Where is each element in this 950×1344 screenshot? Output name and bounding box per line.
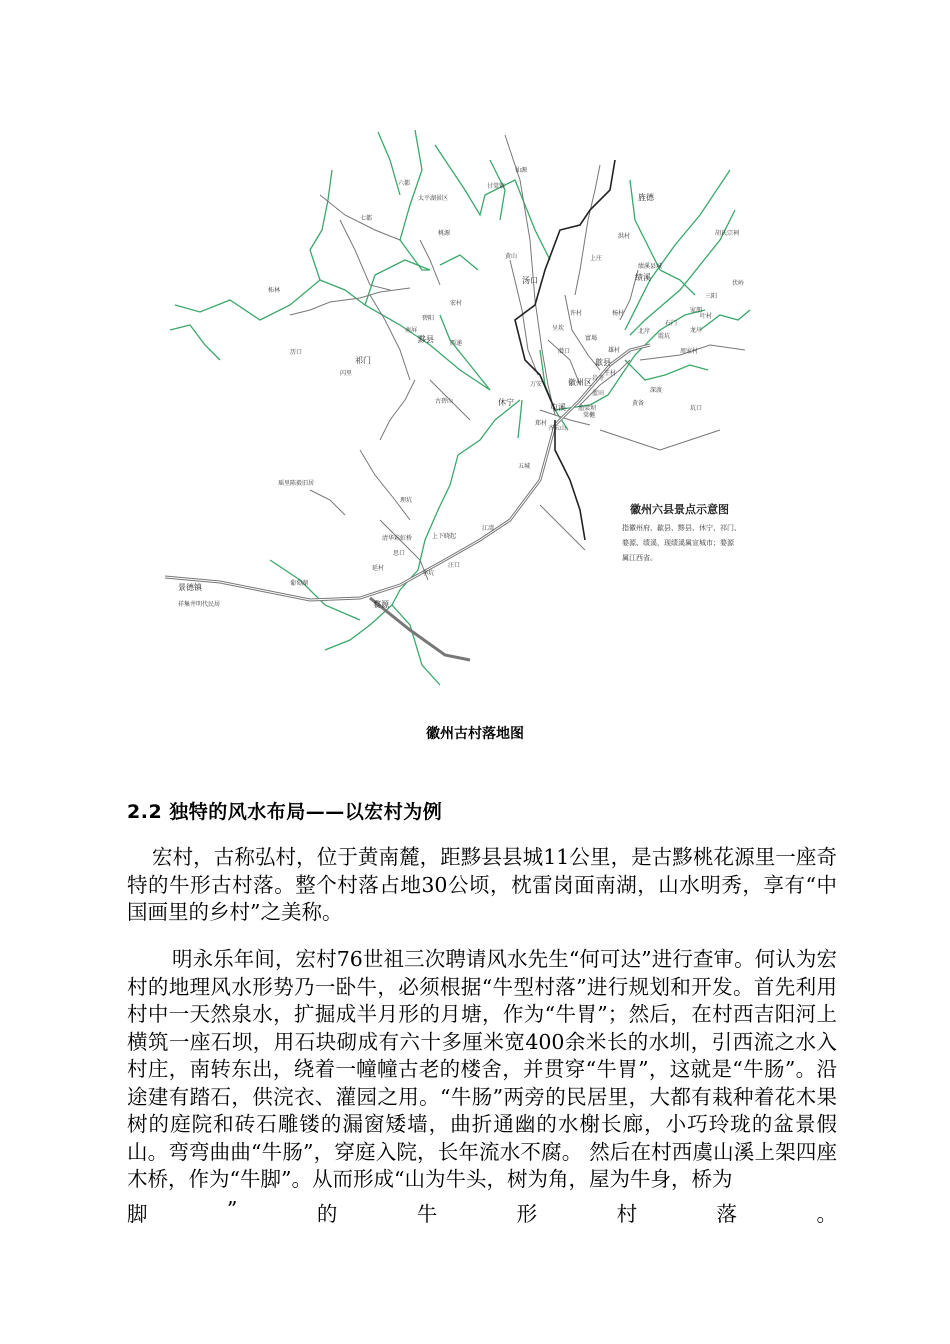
place-9: 宏村 xyxy=(450,300,463,307)
city-shexian: 歙县 xyxy=(595,358,611,367)
last-line-char: 落 xyxy=(716,1202,738,1226)
place-56: 绩溪县城 xyxy=(638,263,663,270)
section-heading: 2.2 独特的风水布局——以宏村为例 xyxy=(127,801,443,823)
place-34: 万安 xyxy=(530,381,543,388)
place-39: 富堨 xyxy=(585,335,598,342)
place-24: 李坑 xyxy=(422,570,435,577)
place-21: 江湾 xyxy=(482,525,495,532)
place-38: 杨村 xyxy=(612,310,625,317)
place-48: 三阳 xyxy=(705,293,718,300)
place-43: 深渡 xyxy=(650,387,663,394)
legend-line-1: 指徽州府、歙县、黟县、休宁、祁门、 xyxy=(622,524,741,532)
place-54: 上庄 xyxy=(590,255,603,262)
county-borders xyxy=(170,130,750,685)
city-jingdezhen: 景德镇 xyxy=(178,583,202,592)
place-50: 石门 xyxy=(665,320,678,327)
city-qimen: 祁门 xyxy=(355,356,371,365)
place-40: 郑村 xyxy=(535,420,548,427)
paragraph-2: 明永乐年间，宏村76世祖三次聘请风水先生“何可达”进行查审。何认为宏村的地理风水形势乃一卧牛，必须根据“牛型村落”进行规划和开发。首先利用村中一天然泉水，扩掘成半月形的月塘，作为“牛胃”；然后，在村西吉阳河上横筑一座石坝，用石块砌成有六十多厘米宽400余米长的水圳，引西流之水入村庄，南转东出，绕着一幢幢古老的楼舍，并贯穿“牛胃”，这就是“牛肠”。沿途建有踏石，供浣衣、灌园之用。“牛肠”两旁的民居里，大都有栽种着花木果树的庭院和砖石雕镂的漏窗矮墙，曲折通幽的水榭长廊，小巧玲珑的盆景假山。弯弯曲曲“牛肠”，穿庭入院，长年流水不腐。 然后在村西虞山溪上架四座木桥，作为“牛脚”。从而形成“山为牛头，树为角，屋为牛身，桥为 xyxy=(127,947,837,1191)
place-36: 蓝田 xyxy=(592,390,605,397)
place-28: 五城 xyxy=(518,463,531,470)
place-0: 六都 xyxy=(398,180,411,187)
place-55: 洪村 xyxy=(618,233,631,240)
legend-line-2: 婺源、绩溪，现绩溪属宣城市；婺源 xyxy=(622,539,734,547)
place-3: 甘棠镇 xyxy=(487,183,506,190)
city-yixian: 黟县 xyxy=(418,335,434,344)
place-41: 雄村 xyxy=(608,347,621,354)
place-10: 南屏 xyxy=(405,327,418,334)
place-52: 周家村 xyxy=(680,348,699,355)
place-1: 七都 xyxy=(360,215,373,222)
map-cities xyxy=(178,192,655,609)
city-huizhouqu: 徽州区 xyxy=(568,378,592,387)
last-line-char: 的 xyxy=(316,1202,338,1226)
place-32: 潜口 xyxy=(558,348,571,355)
place-22: 汪口 xyxy=(448,562,461,569)
place-14: 历口 xyxy=(290,349,303,356)
place-20: 清华彩虹桥 xyxy=(382,535,413,542)
city-jingde: 旌德 xyxy=(638,193,654,202)
place-46: 叶村 xyxy=(700,313,713,320)
city-wuyuan: 婺源 xyxy=(373,600,389,609)
place-6: 黄山 xyxy=(505,253,518,260)
city-xiuning: 休宁 xyxy=(498,398,514,407)
place-47: 伏岭 xyxy=(732,280,745,287)
last-line-char: 村 xyxy=(616,1202,638,1226)
place-27: 祥集井明代民居 xyxy=(178,601,221,608)
place-15: 闪里 xyxy=(340,370,353,377)
place-4: 仙源 xyxy=(515,167,528,174)
city-jixi: 绩溪 xyxy=(635,273,651,282)
huizhou-map xyxy=(160,120,780,690)
place-26: 葡萄湖 xyxy=(290,580,309,587)
last-line-char: ” xyxy=(226,1197,238,1221)
place-8: 龙川 xyxy=(690,327,703,334)
place-45: 黄备 xyxy=(632,400,645,407)
paragraph-2-last-line xyxy=(127,1197,837,1227)
place-17: 瑶里陈毅旧居 xyxy=(278,480,315,487)
place-23: 上下晓起 xyxy=(432,533,457,540)
last-line-char: 脚 xyxy=(127,1202,148,1226)
place-11: 西递 xyxy=(450,340,463,347)
city-tunxi: 屯溪 xyxy=(550,403,566,412)
place-42: 王村 xyxy=(604,370,617,377)
place-7: 胡氏宗祠 xyxy=(715,230,740,237)
place-31: 呈坎 xyxy=(552,325,565,332)
place-35: 齐云山 xyxy=(548,425,567,432)
place-30: 棠樾 xyxy=(583,412,596,419)
place-16: 柘林 xyxy=(268,287,281,294)
legend-line-3: 属江西省。 xyxy=(622,554,657,562)
place-53: 霞坑 xyxy=(658,333,671,340)
last-line-char: 。 xyxy=(816,1202,837,1226)
place-37: 许村 xyxy=(570,310,583,317)
place-2: 太平湖景区 xyxy=(418,195,449,202)
map-caption: 徽州古村落地图 xyxy=(426,726,524,742)
place-25: 延村 xyxy=(372,565,385,572)
place-51: 北岸 xyxy=(638,328,651,335)
place-12: 古碧山 xyxy=(435,398,454,405)
place-18: 理坑 xyxy=(400,497,413,504)
last-line-char: 牛 xyxy=(416,1202,438,1226)
place-33: 岩寺 xyxy=(592,375,605,382)
legend-title: 徽州六县景点示意图 xyxy=(630,503,729,516)
place-13: 碧阳 xyxy=(422,315,435,322)
paragraph-1: 宏村，古称弘村，位于黄南麓，距黟县县城11公里，是古黟桃花源里一座奇特的牛形古村落。整个村落占地30公顷，枕雷岗面南湖，山水明秀，享有“中国画里的乡村”之美称。 xyxy=(127,845,837,924)
place-49: 家朋 xyxy=(690,307,703,314)
city-tangkou: 汤口 xyxy=(522,276,538,285)
place-5: 桃源 xyxy=(438,230,451,237)
map-svg xyxy=(160,120,780,690)
place-44: 坑口 xyxy=(690,405,703,412)
place-29: 渔梁坝 xyxy=(578,405,597,412)
last-line-char: 形 xyxy=(516,1202,538,1226)
place-19: 思口 xyxy=(393,550,406,557)
